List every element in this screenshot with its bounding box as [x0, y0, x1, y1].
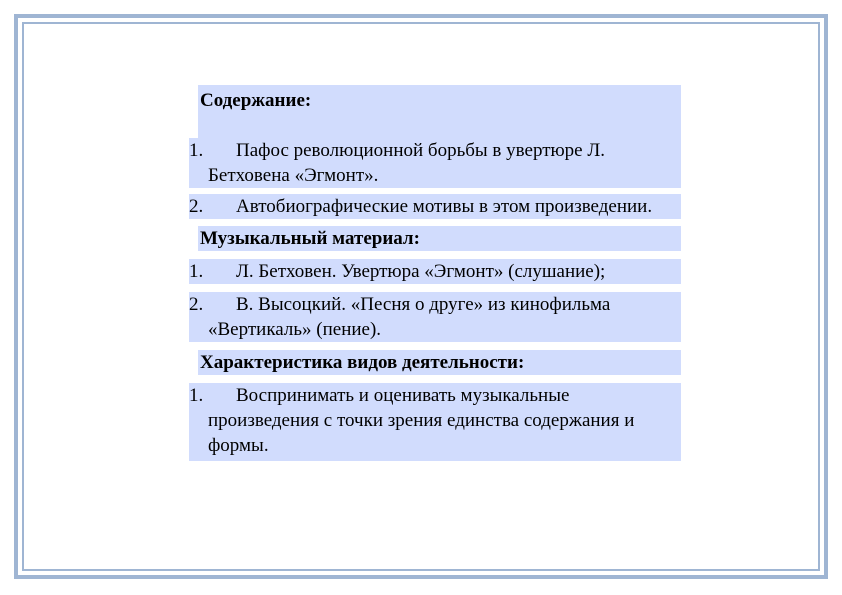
- list-item-text: Воспринимать и оценивать музыкальные произведения с точки зрения единства содержания и формы.: [208, 385, 635, 456]
- list-item-number: 2.: [189, 196, 204, 217]
- list-item-number: 1.: [189, 385, 204, 406]
- list-item-text: В. Высоцкий. «Песня о друге» из кинофильма «Вертикаль» (пение).: [208, 294, 611, 340]
- list-item-number: 1.: [189, 140, 204, 161]
- list-item: [189, 292, 681, 342]
- lesson-outline: [189, 85, 681, 461]
- list-item-number: 1.: [189, 261, 204, 282]
- list-item-text: Пафос революционной борьбы в увертюре Л. Бетховена «Эгмонт».: [208, 140, 606, 186]
- list-item: [189, 383, 681, 461]
- section-heading-content: Содержание:: [198, 85, 681, 138]
- list-item: [189, 259, 681, 284]
- section-heading-music: Музыкальный материал:: [198, 226, 681, 251]
- list-item-text: Автобиографические мотивы в этом произведении.: [236, 196, 653, 217]
- list-item: [189, 194, 681, 219]
- list-item: [189, 138, 681, 188]
- section-heading-activities: Характеристика видов деятельности:: [198, 350, 681, 375]
- list-item-text: Л. Бетховен. Увертюра «Эгмонт» (слушание);: [236, 261, 606, 282]
- list-item-number: 2.: [189, 294, 204, 315]
